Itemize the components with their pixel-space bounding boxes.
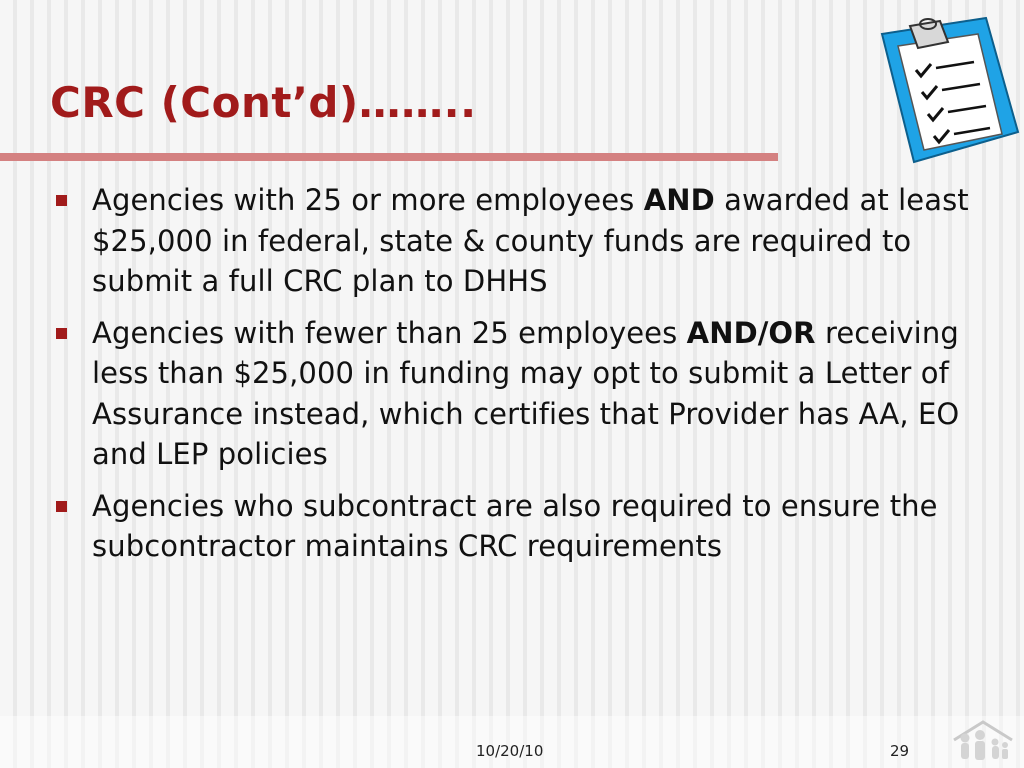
bullet-text: receiving less than $25,000 in funding may opt to submit a Letter of Assurance instead, which certifies that Provider has AA, EO and LEP policies <box>92 315 960 471</box>
bullet-text: Agencies with 25 or more employees <box>92 183 644 217</box>
bullet-text: Agencies with fewer than 25 employees <box>92 315 687 350</box>
slide-number: 29 <box>890 742 910 760</box>
clipboard-checklist-icon <box>876 12 1022 168</box>
bullet-item <box>46 180 1006 302</box>
bullet-text: awarded at least $25,000 in federal, state & county funds are required to submit a full CRC plan to DHHS <box>92 183 969 298</box>
family-logo-icon <box>950 718 1016 766</box>
bullet-item <box>46 486 1006 567</box>
bullet-emphasis: AND/OR <box>686 315 816 350</box>
bullet-emphasis: AND <box>643 183 715 217</box>
bullet-text: Agencies who subcontract are also required to ensure the subcontractor maintains CRC requirements <box>92 488 938 563</box>
square-bullet-icon <box>56 328 67 339</box>
title-divider <box>0 153 778 161</box>
square-bullet-icon <box>56 195 67 206</box>
footer-date: 10/20/10 <box>476 742 544 760</box>
square-bullet-icon <box>56 501 67 512</box>
bullet-list <box>46 180 1006 578</box>
slide-title: CRC (Cont’d)…….. <box>50 78 477 127</box>
bullet-item <box>46 313 1006 475</box>
